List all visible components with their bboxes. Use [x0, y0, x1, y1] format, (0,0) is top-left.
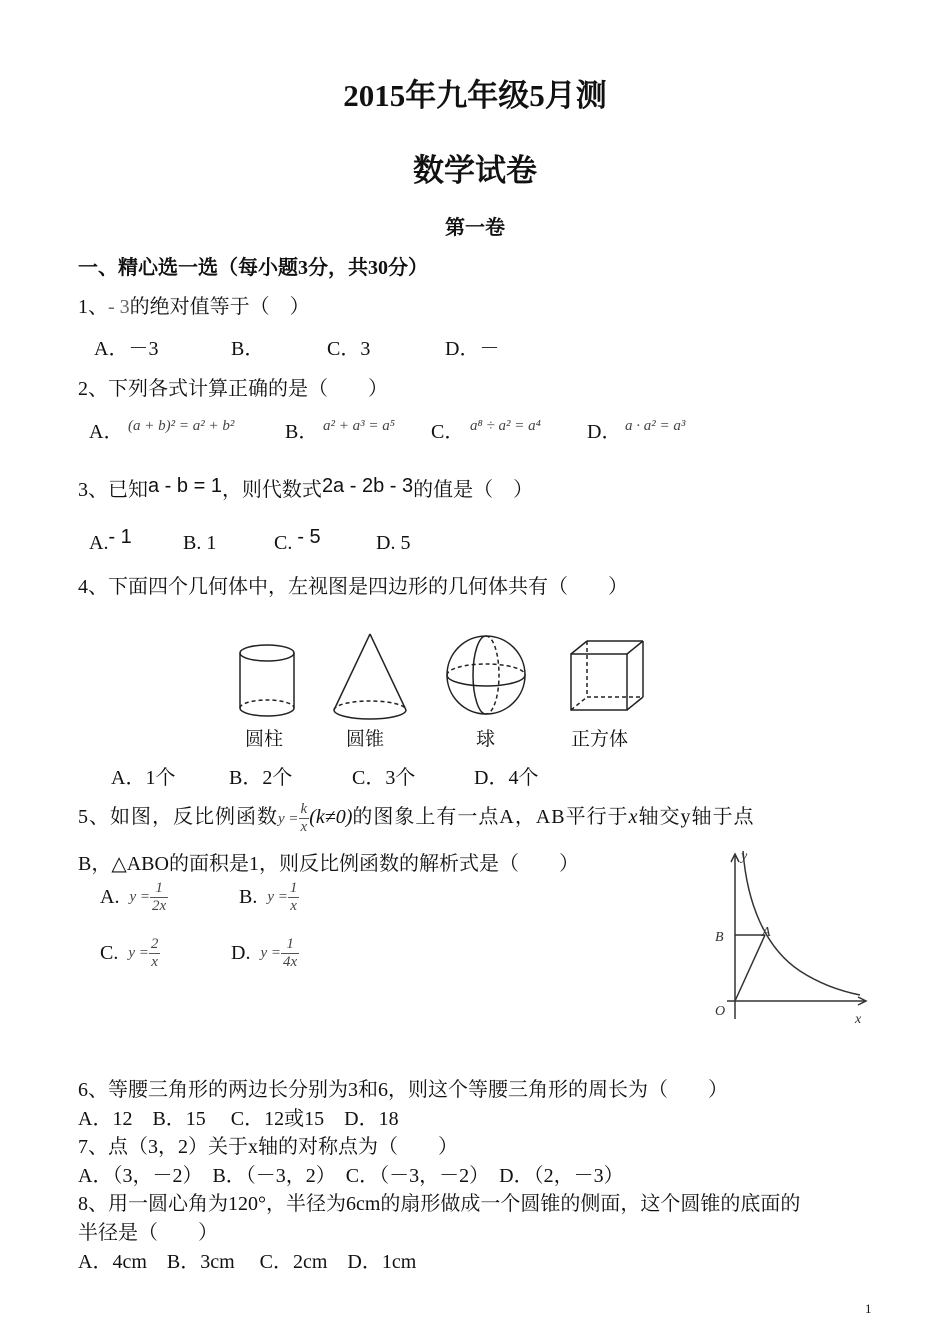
q1-expr: - 3	[108, 296, 130, 318]
q4-solids-figure	[225, 628, 665, 723]
q3-option-d-label: D.	[376, 532, 396, 554]
q5-option-b-fraction	[288, 880, 300, 915]
q3-mid: ，则代数式	[221, 479, 322, 501]
q3-condition: a - b = 1	[148, 475, 222, 497]
q5-option-a-lhs: y =	[129, 889, 150, 905]
q5-hyperbola-graph	[705, 843, 875, 1028]
section-heading: 一、精心选一选（每小题3分，共30分）	[78, 257, 428, 279]
sphere-figure	[447, 636, 525, 714]
question-4: 4、下面四个几何体中，左视图是四边形的几何体共有（ ）	[78, 576, 628, 598]
q5-func-condition: (k≠0)	[309, 806, 353, 828]
q5-option-c-den: x	[151, 954, 158, 970]
q5-option-b	[239, 880, 299, 915]
q5-option-c-label: C.	[100, 942, 119, 964]
question-8-line1: 8、用一圆心角为120°，半径为6cm的扇形做成一个圆锥的侧面，这个圆锥的底面的	[78, 1193, 801, 1215]
q4-option-c: C．3个	[352, 767, 416, 789]
q5-option-a	[100, 880, 168, 915]
q3-option-c-value: - 5	[297, 526, 321, 548]
graph-label-x: x	[855, 1012, 862, 1027]
q5-option-a-den: 2x	[151, 898, 167, 914]
q3-option-a-value: - 1	[108, 526, 132, 548]
q8-options: A．4cm B．3cm C．2cm D．1cm	[78, 1251, 417, 1273]
q5-option-d-den: 4x	[282, 954, 298, 970]
graph-label-a: A	[762, 925, 771, 940]
q3-option-b	[183, 532, 216, 555]
q3-option-c-label: C.	[274, 532, 293, 554]
q2-option-d-label: D．	[587, 421, 622, 443]
graph-label-o: O	[715, 1004, 726, 1019]
question-2: 2、下列各式计算正确的是（ ）	[78, 378, 388, 400]
figure-label-cylinder: 圆柱	[245, 728, 284, 750]
q5-func-fraction	[299, 801, 310, 836]
cube-figure	[571, 641, 643, 710]
q2-option-a-expr: (a + b)² = a² + b²	[128, 418, 235, 434]
q5-option-c-lhs: y =	[128, 945, 149, 961]
q5-line1-end: 轴交y轴于点	[638, 806, 755, 828]
q2-option-d-expr: a · a² = a³	[625, 418, 686, 434]
q2-option-b-label: B．	[285, 421, 319, 443]
figure-label-cube: 正方体	[571, 728, 629, 750]
q1-option-d: D．－	[445, 338, 500, 360]
q5-option-d-fraction	[281, 936, 299, 971]
figure-label-cone: 圆锥	[346, 728, 385, 750]
graph-label-b: B	[715, 930, 724, 945]
volume-label: 第一卷	[445, 217, 505, 239]
q5-option-b-lhs: y =	[267, 889, 288, 905]
q4-option-b: B．2个	[229, 767, 293, 789]
q3-option-c	[274, 526, 321, 555]
segment-oa	[735, 935, 765, 1001]
question-6: 6、等腰三角形的两边长分别为3和6，则这个等腰三角形的周长为（ ）	[78, 1079, 728, 1101]
exam-title: 2015年九年级5月测	[343, 78, 607, 113]
q3-option-a	[89, 526, 132, 555]
q3-option-d-value: 5	[400, 532, 411, 554]
q3-option-d	[376, 532, 410, 555]
q5-line1-post: 的图象上有一点A，AB平行于	[352, 806, 629, 828]
q1-option-c: C．3	[327, 338, 371, 360]
q5-option-a-fraction	[150, 880, 168, 915]
q1-number: 1、	[78, 296, 108, 318]
q5-option-c-num: 2	[150, 936, 159, 952]
q3-expression: 2a - 2b - 3	[321, 475, 414, 497]
figure-label-sphere: 球	[476, 728, 496, 750]
q4-option-d: D．4个	[474, 767, 539, 789]
q5-option-d-lhs: y =	[260, 945, 281, 961]
question-3	[78, 473, 533, 502]
question-7: 7、点（3，2）关于x轴的对称点为（ ）	[78, 1136, 458, 1158]
q3-post: 的值是（ ）	[413, 479, 534, 501]
q5-func-denominator: x	[300, 818, 308, 835]
q2-option-c-label: C．	[431, 421, 465, 443]
q1-stem: 的绝对值等于（ ）	[129, 296, 310, 318]
q2-option-c-expr: a⁸ ÷ a² = a⁴	[470, 418, 541, 434]
q5-x-var: x	[628, 806, 639, 828]
q5-option-a-label: A.	[100, 886, 120, 908]
q4-option-a: A．1个	[111, 767, 176, 789]
q1-option-b: B．	[231, 338, 265, 360]
question-8-line2: 半径是（ ）	[78, 1222, 218, 1244]
q2-option-a-label: A．	[89, 421, 124, 443]
q2-option-b-expr: a² + a³ = a⁵	[323, 418, 395, 434]
question-1	[78, 290, 310, 319]
q5-option-b-num: 1	[289, 880, 298, 896]
q5-func-numerator: k	[300, 800, 308, 817]
q5-option-d-label: D.	[231, 942, 251, 964]
question-5-line2: B，△ABO的面积是1，则反比例函数的解析式是（ ）	[78, 853, 579, 875]
hyperbola-curve	[743, 851, 860, 995]
q5-func-lhs: y =	[278, 811, 299, 827]
exam-subtitle: 数学试卷	[413, 153, 537, 188]
cone-figure	[334, 634, 406, 719]
q3-option-b-value: 1	[206, 532, 217, 554]
page-number: 1	[865, 1301, 872, 1316]
q5-option-c	[100, 936, 160, 971]
q5-option-b-den: x	[290, 898, 297, 914]
q5-option-a-num: 1	[150, 880, 168, 898]
q6-options: A．12 B．15 C．12或15 D．18	[78, 1108, 399, 1130]
q5-option-d-num: 1	[281, 936, 299, 954]
graph-label-y: y	[741, 849, 748, 864]
question-5-line1	[78, 800, 755, 836]
q3-option-b-label: B.	[183, 532, 202, 554]
q3-pre: 3、已知	[78, 479, 148, 501]
q5-pre: 5、如图，反比例函数	[78, 806, 278, 828]
q5-option-b-label: B.	[239, 886, 258, 908]
q3-option-a-label: A.	[89, 532, 109, 554]
q1-option-a: A．－3	[94, 338, 159, 360]
q5-option-d	[231, 936, 299, 971]
q5-option-c-fraction	[149, 936, 161, 971]
cylinder-figure	[240, 645, 294, 716]
q7-options: A．（3，－2） B．（－3，2） C．（－3，－2） D．（2，－3）	[78, 1165, 624, 1187]
